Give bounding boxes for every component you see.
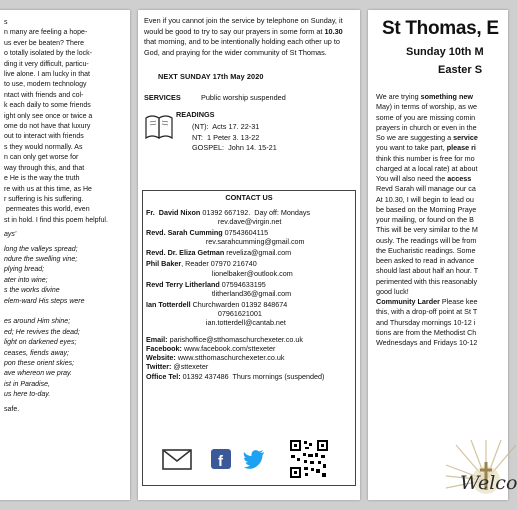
body-line — [376, 113, 508, 123]
paragraph-line: permeates this world, even — [4, 206, 90, 214]
body-line-pre: been asked to read in advance — [376, 256, 475, 265]
general-value[interactable]: @sttexeter — [171, 362, 209, 372]
poem-line: long the valleys spread; — [4, 245, 78, 253]
body-line-pre: Revd Sarah will manage our ca — [376, 184, 476, 194]
general-label: Twitter: — [146, 362, 172, 372]
paragraph-line: live alone. I am lucky in that — [4, 71, 90, 79]
paragraph-line: n many are feeling a hope- — [4, 29, 88, 37]
paragraph-line: k each daily to some friends — [4, 102, 91, 110]
body-line — [376, 164, 508, 174]
body-line-bold: please ri — [446, 143, 476, 153]
left-column — [0, 10, 130, 500]
intro-time: 10.30 — [324, 26, 343, 36]
general-label: Office Tel: — [146, 371, 181, 381]
email-icon[interactable] — [161, 445, 193, 473]
body-line — [376, 287, 508, 297]
services-label: SERVICES — [144, 93, 181, 103]
general-value[interactable]: parishoffice@stthomaschurchexeter.co.uk — [167, 335, 303, 345]
body-line — [376, 236, 508, 246]
body-line-pre: We are trying — [376, 92, 421, 101]
right-column — [368, 10, 517, 500]
reading-line: (NT): Acts 17. 22-31 — [192, 122, 260, 132]
body-line-pre: good luck! — [376, 286, 409, 296]
contact-name: Ian Totterdell — [146, 299, 191, 309]
readings-label: READINGS — [176, 110, 215, 120]
contact-title: CONTACT US — [225, 193, 273, 202]
contact-entry — [146, 259, 355, 277]
body-line — [376, 328, 508, 338]
general-contact-row[interactable] — [146, 353, 355, 362]
body-line-post — [473, 92, 475, 101]
readings-block — [144, 110, 360, 170]
poem-line: elem-ward His steps were — [4, 297, 85, 305]
poem-line — [4, 307, 130, 317]
intro-before: Even if you cannot join the service by telephone on Sunday, it would be good to try to say our prayers in some form at — [144, 16, 343, 36]
paragraph-line: ding it very difficult, particu- — [4, 60, 89, 68]
twitter-icon[interactable] — [243, 449, 265, 469]
contact-name: Phil Baker — [146, 259, 182, 269]
general-value[interactable]: www.facebook.com/sttexeter — [181, 344, 276, 354]
contact-name: Revd Terry Litherland — [146, 279, 220, 289]
contact-entry — [146, 208, 355, 226]
middle-column — [138, 10, 360, 500]
services-row — [144, 93, 360, 102]
general-value[interactable]: www.stthomaschurchexeter.co.uk — [175, 353, 285, 363]
paragraph-line: us ever be beaten? There — [4, 39, 85, 47]
body-line — [376, 154, 508, 164]
body-line-pre: Wednesdays and Fridays 10-12 — [376, 338, 478, 347]
general-contact-row[interactable] — [146, 362, 355, 371]
poem-line: ed; He revives the dead; — [4, 328, 80, 336]
icons-row — [143, 439, 355, 481]
body-line — [376, 318, 508, 328]
general-label: Email: — [146, 335, 168, 345]
body-line — [376, 133, 508, 143]
body-line-pre: think this number is free for mo — [376, 153, 475, 163]
paragraph-line: s — [4, 19, 8, 26]
body-line-post: Please kee — [439, 297, 478, 306]
body-line-bold: Community Larder — [376, 297, 440, 306]
paragraph-line: s they would normally. As — [4, 143, 83, 151]
body-line-bold: something new — [420, 92, 473, 101]
date-subtitle: Sunday 10th M — [406, 46, 484, 58]
body-line-pre: your mailing, or found on the B — [376, 215, 474, 224]
right-body-text — [376, 92, 508, 348]
body-line-pre: This will be very similar to the M — [376, 225, 478, 235]
body-line-pre: ously. The readings will be from — [376, 235, 477, 245]
closing-text: safe. — [4, 405, 20, 413]
paragraph-line: to use, modern technology — [4, 81, 87, 89]
poem-title: ays' — [4, 231, 17, 239]
body-line-pre: perimented with this reasonably — [376, 276, 478, 286]
contact-extra[interactable]: tlitherland36@gmail.com — [146, 288, 292, 298]
reading-line: GOSPEL: John 14. 15-21 — [192, 142, 277, 152]
contact-detail: 07594633195 — [219, 279, 266, 289]
contact-entry — [146, 300, 355, 327]
contact-detail: 07543604115 — [222, 228, 269, 238]
intro-paragraph — [144, 16, 352, 58]
contacts-list — [146, 208, 355, 327]
body-line — [376, 277, 508, 287]
contact-name: Fr. David Nixon — [146, 208, 201, 217]
paragraph-line: ntact with friends and col- — [4, 91, 84, 99]
poem-line: ndure the swelling vine; — [4, 255, 78, 263]
body-line — [376, 143, 508, 153]
paragraph-line: o totally isolated by the lock- — [4, 50, 92, 58]
next-sunday-heading: NEXT SUNDAY 17th May 2020 — [158, 72, 264, 82]
facebook-icon[interactable] — [211, 449, 231, 469]
contact-name: Revd. Sarah Cumming — [146, 228, 223, 238]
church-title: St Thomas, E — [382, 18, 499, 39]
paragraph-line: way through this, and that — [4, 164, 85, 172]
body-line — [376, 195, 508, 205]
paragraph-line: e He is the way the truth — [4, 175, 80, 183]
poem-line: s the works divine — [4, 287, 60, 295]
paragraph-line: n can only get worse for — [4, 154, 79, 162]
services-value: Public worship suspended — [201, 93, 286, 103]
intro-after: that morning, and to be intentionally holding each other up to God, and praying for the wider community of St Thomas. — [144, 37, 340, 57]
body-line — [376, 102, 508, 112]
body-line-pre: you want to take part, — [376, 143, 447, 153]
body-line — [376, 307, 508, 317]
paragraph-line: out to interact with friends — [4, 133, 84, 141]
contact-detail: , Reader 07970 216740 — [181, 259, 257, 269]
contact-box — [142, 190, 356, 486]
svg-text:f: f — [218, 453, 223, 470]
body-line — [376, 225, 508, 235]
body-line — [376, 215, 508, 225]
contact-entry — [146, 280, 355, 298]
general-contact-row[interactable] — [146, 335, 355, 344]
poem-line: pon these orient skies; — [4, 360, 75, 367]
body-line — [376, 92, 508, 102]
body-line-pre: So we are suggesting a — [376, 133, 454, 142]
readings-list — [192, 122, 277, 153]
body-line — [376, 297, 508, 307]
contact-entry — [146, 248, 355, 257]
poem-line: ave whereon we pray. — [4, 370, 72, 378]
contact-extra[interactable]: rev.dave@virgin.net — [146, 217, 282, 227]
poem-line: ceases, fiends away; — [4, 349, 69, 357]
poem-line: light on darkened eyes; — [4, 339, 77, 347]
body-line-pre: some of you are missing comin — [376, 112, 476, 122]
body-line — [376, 205, 508, 215]
general-contact-row[interactable] — [146, 372, 355, 381]
body-line-pre: prayers in church or even in the — [376, 122, 477, 132]
qr-code-icon[interactable] — [289, 439, 329, 479]
general-label: Website: — [146, 353, 176, 363]
paragraph-line: ight only see once or twice a — [4, 112, 93, 120]
poem-line: ater into wine; — [4, 276, 48, 284]
reading-line: NT: 1 Peter 3. 13-22 — [192, 132, 260, 142]
paragraph-line: re with us at this time, as He — [4, 185, 92, 193]
body-line-pre: be based on the Morning Praye — [376, 204, 477, 214]
paragraph-line: r suffering is his suffering. — [4, 195, 84, 203]
body-line-pre: the Eucharistic readings. Some — [376, 245, 476, 255]
body-line-bold: service — [453, 133, 478, 142]
contact-extra[interactable]: lionelbaker@outlook.com — [146, 268, 293, 278]
poem-text — [4, 245, 130, 401]
body-line-pre: charged at a local rate) at about — [376, 163, 478, 173]
bible-icon — [144, 112, 174, 140]
body-line-bold: access — [447, 174, 472, 183]
body-line-pre: May) in terms of worship, as we — [376, 102, 478, 112]
contact-detail: reveliza@gmail.com — [224, 248, 292, 258]
contact-extra[interactable]: 07961621001 — [146, 308, 262, 318]
body-line-pre: At 10.30, I will begin to lead ou — [376, 194, 474, 204]
contact-detail: 01392 667192. Day off: Mondays — [200, 208, 311, 217]
general-value[interactable]: 01392 437486 Thurs mornings (suspended) — [180, 371, 325, 381]
paragraph-line: ome do not have that luxury — [4, 123, 91, 131]
general-label: Facebook: — [146, 344, 182, 354]
body-line — [376, 266, 508, 276]
paragraph-line: st in hold. I find this poem helpful. — [4, 216, 108, 224]
body-line-pre: tions are from the Methodist Ch — [376, 327, 477, 337]
welcome-text: Welco — [460, 472, 517, 494]
poem-line: plying bread; — [4, 266, 45, 274]
body-line-pre: should last about half an hour. T — [376, 266, 479, 276]
body-line — [376, 184, 508, 194]
contact-detail: Churchwarden 01392 848674 — [190, 299, 288, 309]
body-line-pre: You will also need the — [376, 174, 448, 183]
left-paragraph — [4, 18, 130, 226]
body-line — [376, 123, 508, 133]
body-line — [376, 256, 508, 266]
poem-line: ist in Paradise, — [4, 380, 50, 388]
poem-line: es around Him shine; — [4, 318, 71, 326]
body-line — [376, 246, 508, 256]
contact-name: Revd. Dr. Eliza Getman — [146, 248, 225, 258]
contact-extra[interactable]: rev.sarahcumming@gmail.com — [146, 237, 305, 247]
contact-entry — [146, 228, 355, 246]
contact-extra[interactable]: ian.totterdell@cantab.net — [146, 318, 286, 328]
general-contact-row[interactable] — [146, 344, 355, 353]
body-line — [376, 174, 508, 184]
body-line-pre: this, with a drop-off point at St T — [376, 307, 478, 317]
body-line-pre: and Thursday mornings 10-12 i — [376, 317, 476, 327]
poem-line: us here to-day. — [4, 391, 51, 399]
season-subtitle: Easter S — [438, 64, 483, 76]
general-contacts — [146, 335, 355, 380]
body-line — [376, 338, 508, 348]
